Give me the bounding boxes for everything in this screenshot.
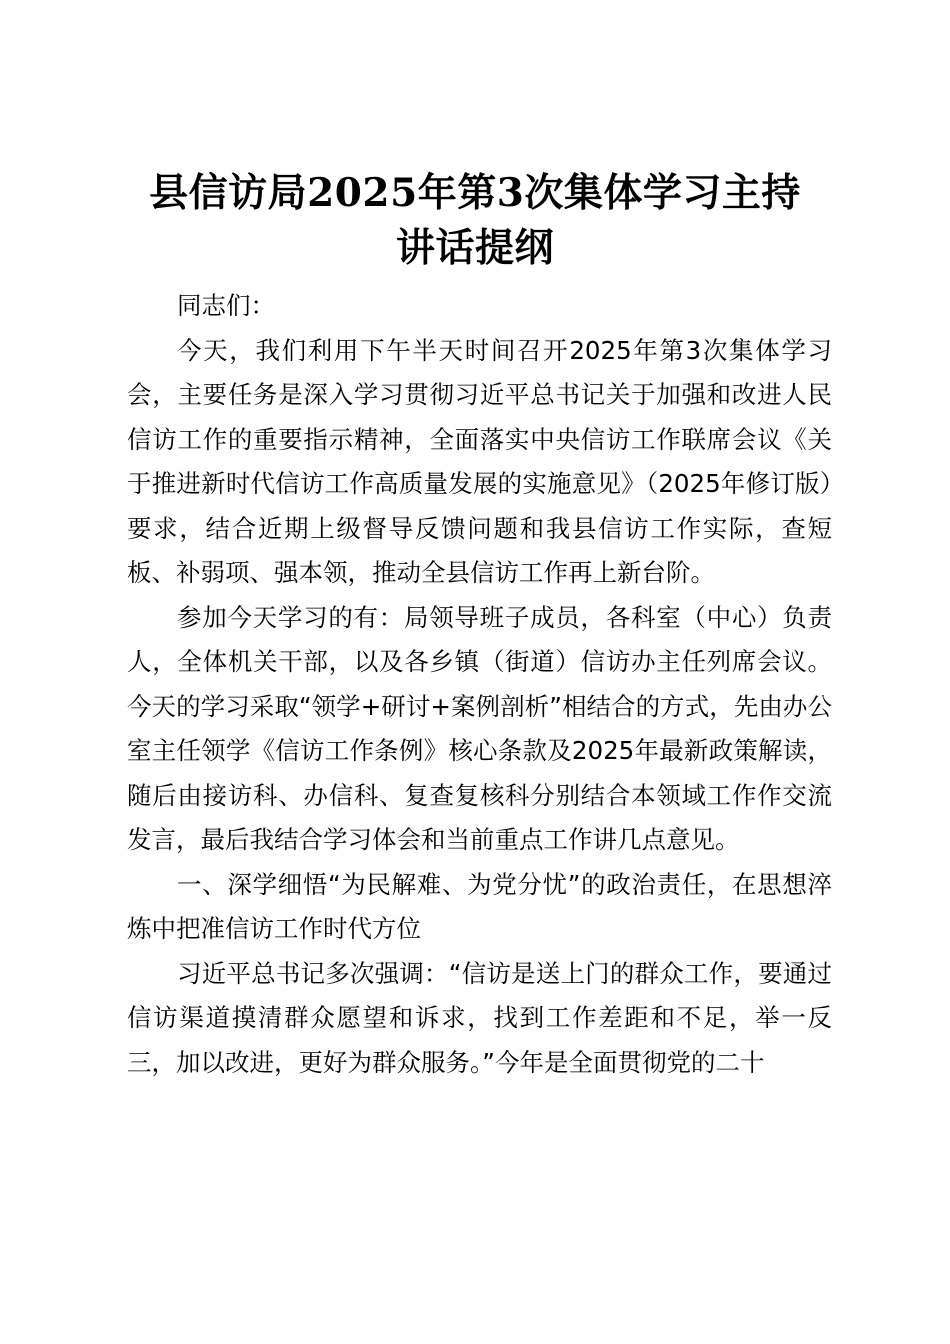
title-line-2: 讲话提纲 bbox=[395, 225, 554, 271]
salutation: 同志们： bbox=[177, 291, 275, 320]
title-line-1: 县信访局2025年第3次集体学习主持 bbox=[149, 170, 801, 216]
paragraph-quote: 习近平总书记多次强调：“信访是送上门的群众工作，要通过信访渠道摸清群众愿望和诉求，找到工作差距和不足，举一反三，加以改进，更好为群众服务。”今年是全面贯彻党的二十 bbox=[127, 958, 832, 1077]
document-title bbox=[100, 166, 850, 276]
section-heading-1: 一、深学细悟“为民解难、为党分忧”的政治责任，在思想淬炼中把准信访工作时代方位 bbox=[127, 869, 832, 943]
document-body bbox=[127, 284, 832, 1085]
paragraph-intro: 今天，我们利用下午半天时间召开2025年第3次集体学习会，主要任务是深入学习贯彻习近平总书记关于加强和改进人民信访工作的重要指示精神，全面落实中央信访工作联席会议《关于推进新时代信访工作高质量发展的实施意见》（2025年修订版）要求，结合近期上级督导反馈问题和我县信访工作实际，查短板、补弱项、强本领，推动全县信访工作再上新台阶。 bbox=[127, 335, 832, 587]
paragraph-attendees: 参加今天学习的有：局领导班子成员，各科室（中心）负责人，全体机关干部，以及各乡镇（街道）信访办主任列席会议。今天的学习采取“领学+研讨+案例剖析”相结合的方式，先由办公室主任领学《信访工作条例》核心条款及2025年最新政策解读，随后由接访科、办信科、复查复核科分别结合本领域工作作交流发言，最后我结合学习体会和当前重点工作讲几点意见。 bbox=[127, 602, 832, 854]
